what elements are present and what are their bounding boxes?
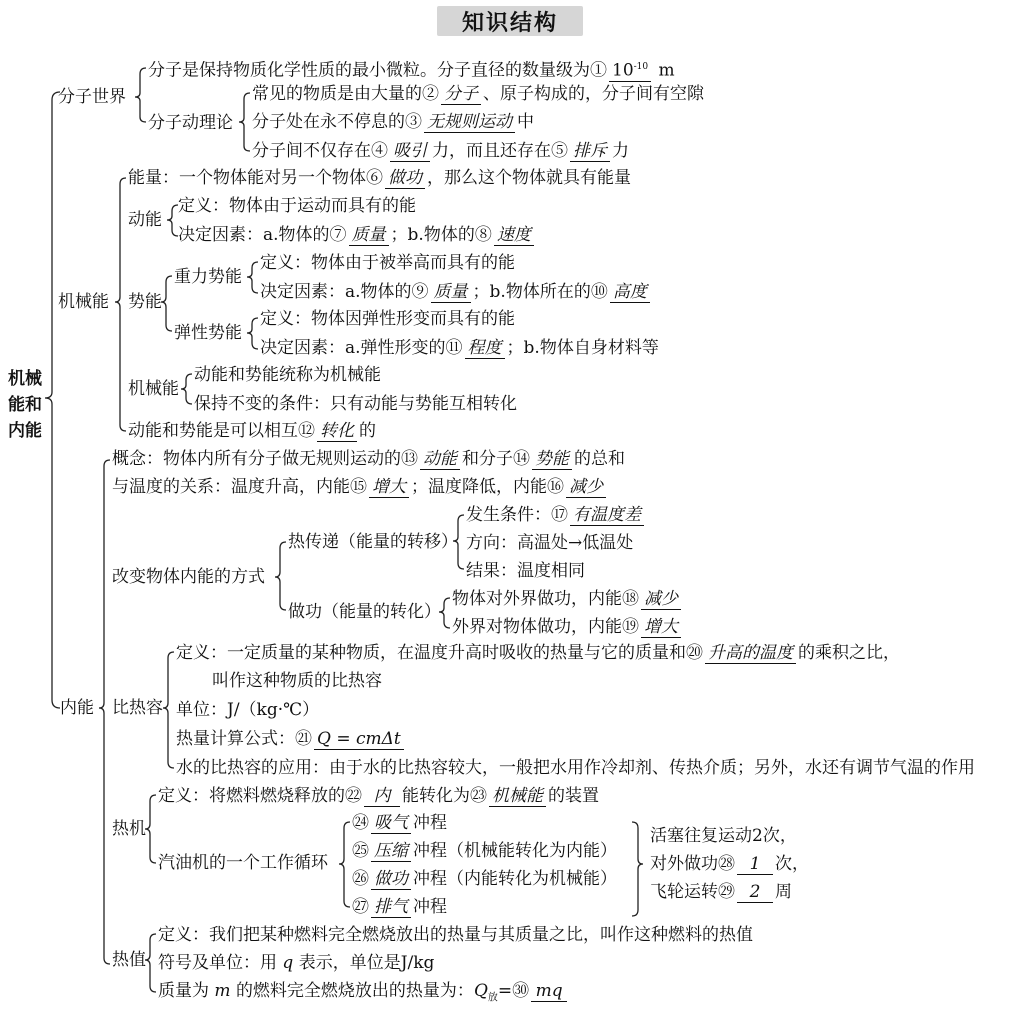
- answer-28: 1: [737, 854, 773, 875]
- answer-2: 分子: [441, 84, 481, 105]
- change-brace: [275, 542, 286, 610]
- ela-brace: [247, 318, 258, 349]
- kin-brace: [167, 205, 178, 236]
- stroke-3-num: ㉖: [352, 869, 369, 889]
- cycle-result-1: 活塞往复运动2次，: [650, 826, 797, 846]
- cycle-result-brace: [632, 822, 643, 916]
- answer-15: 增大: [369, 477, 409, 498]
- answer-19: 增大: [641, 617, 681, 638]
- concept-post: 的总和: [574, 449, 625, 469]
- grav-def: 定义：物体由于被举高而具有的能: [260, 253, 515, 273]
- fuel-def: 定义：我们把某种燃料完全燃烧放出的热量与其质量之比，叫作这种燃料的热值: [158, 925, 753, 945]
- fuel-label: 热值: [112, 950, 146, 970]
- answer-22: 内: [364, 786, 400, 807]
- kt1-pre: 常见的物质是由大量的②: [252, 84, 439, 104]
- temp-line: [112, 476, 608, 498]
- fuel-symbol: [158, 952, 434, 974]
- internal-label: 内能: [60, 698, 94, 718]
- fuel-sym-post: 表示，单位是J/kg: [298, 953, 435, 973]
- root-line-1: 机械: [8, 369, 42, 389]
- cycle-result-2: [650, 853, 809, 875]
- shc-formula-line: [176, 728, 406, 750]
- answer-6: 做功: [385, 168, 425, 189]
- engine-brace: [145, 795, 156, 863]
- heat-transfer-label: 热传递（能量的转移）: [288, 532, 458, 552]
- r3-post: 周: [775, 882, 792, 902]
- kin-fac-pre: 决定因素：a.物体的⑦: [178, 225, 347, 245]
- answer-27: 排气: [371, 897, 411, 918]
- grav-factors: [260, 281, 652, 303]
- kt3-post: 力: [612, 141, 629, 161]
- answer-18: 减少: [641, 589, 681, 610]
- ht-direction: 方向：高温处→低温处: [466, 533, 634, 553]
- r2-pre: 对外做功㉘: [650, 854, 735, 874]
- energy-pre: 能量：一个物体能对另一个物体⑥: [128, 168, 383, 188]
- stroke-4: [352, 896, 447, 918]
- ht-condition: [466, 504, 646, 526]
- eng-def-post: 的装置: [548, 786, 599, 806]
- shc-def-line2: 叫作这种物质的比热容: [212, 671, 382, 691]
- eng-def-pre: 定义：将燃料燃烧释放的㉒: [158, 786, 362, 806]
- stroke-3-post: 冲程（内能转化为机械能）: [413, 869, 617, 889]
- shc-def: [176, 642, 900, 664]
- r2-post: 次，: [775, 854, 809, 874]
- work-line-1: [452, 588, 683, 610]
- answer-29: 2: [737, 882, 773, 903]
- kt1-post: 、原子构成的，分子间有空隙: [483, 84, 704, 104]
- kt-brace: [239, 93, 250, 151]
- conv-pre: 动能和势能是可以相互⑫: [128, 421, 315, 441]
- fuel-heat-mid: 的燃料完全燃烧放出的热量为：: [235, 981, 474, 1001]
- fuel-sym-pre: 符号及单位：用: [158, 953, 277, 973]
- eng-def-mid: 能转化为㉓: [402, 786, 487, 806]
- shc-unit: 单位：J/（kg·℃）: [176, 700, 320, 720]
- conversion-line: [128, 420, 376, 442]
- stroke-4-post: 冲程: [413, 897, 447, 917]
- grav-label: 重力势能: [174, 267, 242, 287]
- answer-26: 做功: [371, 869, 411, 890]
- kt-line-3: [252, 140, 629, 162]
- r3-pre: 飞轮运转㉙: [650, 882, 735, 902]
- mol-world-label: 分子世界: [58, 87, 126, 107]
- fuel-heat-sub: 放: [487, 992, 498, 1004]
- internal-brace: [99, 460, 110, 964]
- kinetic-label: 动能: [128, 210, 162, 230]
- grav-fac-pre: 决定因素：a.物体的⑨: [260, 282, 429, 302]
- kt2-pre: 分子处在永不停息的③: [252, 112, 422, 132]
- energy-line: [128, 167, 631, 189]
- fuel-heat-m: m: [214, 981, 231, 1001]
- kin-fac-mid: ；b.物体的⑧: [390, 225, 492, 245]
- answer-13: 动能: [420, 449, 460, 470]
- answer-3: 无规则运动: [424, 112, 515, 133]
- kt3-mid: 力，而且还存在⑤: [432, 141, 568, 161]
- energy-post: ，那么这个物体就具有能量: [427, 168, 631, 188]
- mol-line-1: [148, 57, 675, 82]
- ela-def: 定义：物体因弹性形变而具有的能: [260, 309, 515, 329]
- work-label: 做功（能量的转化）: [288, 602, 441, 622]
- stroke-1-num: ㉔: [352, 813, 369, 833]
- potential-label: 势能: [128, 292, 162, 312]
- stroke-2-post: 冲程（机械能转化为内能）: [413, 841, 617, 861]
- kin-factors: [178, 224, 536, 246]
- concept-mid: 和分子⑭: [462, 449, 530, 469]
- kt-line-1: [252, 83, 704, 105]
- answer-4: 吸引: [390, 141, 430, 162]
- answer-24: 吸气: [371, 813, 411, 834]
- fuel-brace: [145, 934, 156, 992]
- mech-cons: 保持不变的条件：只有动能与势能互相转化: [194, 394, 517, 414]
- answer-23: 机械能: [489, 786, 546, 807]
- page-title: 知识结构: [437, 6, 583, 36]
- elastic-label: 弹性势能: [174, 323, 242, 343]
- answer-20: 升高的温度: [705, 643, 796, 664]
- root-line-3: 内能: [8, 421, 42, 441]
- answer-16: 减少: [566, 477, 606, 498]
- cycle-brace: [339, 822, 350, 907]
- kin-def: 定义：物体由于运动而具有的能: [178, 196, 416, 216]
- fuel-heat-q: Q: [473, 981, 488, 1001]
- kt2-post: 中: [517, 112, 534, 132]
- mech-inner-brace: [181, 374, 192, 404]
- stroke-3: [352, 868, 617, 890]
- shc-def-pre: 定义：一定质量的某种物质，在温度升高时吸收的热量与它的质量和⑳: [176, 643, 703, 663]
- fuel-heat-pre: 质量为: [158, 981, 209, 1001]
- answer-1-unit: m: [658, 60, 675, 81]
- ht-result: 结果：温度相同: [466, 561, 585, 581]
- work-line-2: [452, 616, 683, 638]
- cycle-result-3: [650, 881, 792, 903]
- answer-21: Q = cmΔt: [314, 729, 404, 750]
- ela-fac-pre: 决定因素：a.弹性形变的⑪: [260, 338, 463, 358]
- cycle-label: 汽油机的一个工作循环: [158, 853, 328, 873]
- ela-fac-post: ；b.物体自身材料等: [506, 338, 659, 358]
- fuel-heat: [158, 980, 569, 1009]
- root-topic: [8, 366, 48, 444]
- fuel-heat-eq: =㉚: [497, 981, 530, 1001]
- work1-pre: 物体对外界做功，内能⑱: [452, 589, 639, 609]
- stroke-1-post: 冲程: [413, 813, 447, 833]
- concept-pre: 概念：物体内所有分子做无规则运动的⑬: [112, 449, 418, 469]
- answer-25: 压缩: [371, 841, 411, 862]
- engine-label: 热机: [112, 819, 146, 839]
- answer-12: 转化: [317, 421, 357, 442]
- ht-cond-pre: 发生条件：⑰: [466, 505, 568, 525]
- shc-label: 比热容: [112, 698, 163, 718]
- mol-line-1-text: 分子是保持物质化学性质的最小微粒。分子直径的数量级为①: [148, 60, 607, 81]
- kinetic-theory-label: 分子动理论: [148, 113, 233, 133]
- answer-17: 有温度差: [570, 505, 644, 526]
- mech-label: 机械能: [58, 292, 109, 312]
- grav-brace: [247, 262, 258, 293]
- answer-30: mq: [531, 981, 567, 1002]
- mech-brace: [115, 178, 126, 431]
- answer-10: 高度: [610, 282, 650, 303]
- stroke-2: [352, 840, 617, 862]
- kt-line-2: [252, 111, 534, 133]
- shc-app: 水的比热容的应用：由于水的比热容较大，一般把水用作冷却剂、传热介质；另外，水还有调节气温的作用: [176, 758, 975, 778]
- temp-pre: 与温度的关系：温度升高，内能⑮: [112, 477, 367, 497]
- concept-line: [112, 448, 625, 470]
- answer-14: 势能: [532, 449, 572, 470]
- temp-mid: ；温度降低，内能⑯: [411, 477, 564, 497]
- change-label: 改变物体内能的方式: [112, 567, 265, 587]
- engine-def: [158, 785, 599, 807]
- mech-def: 动能和势能统称为机械能: [194, 365, 381, 385]
- conv-post: 的: [359, 421, 376, 441]
- answer-11: 程度: [465, 338, 505, 359]
- stroke-1: [352, 812, 447, 834]
- kt3-pre: 分子间不仅存在④: [252, 141, 388, 161]
- answer-8: 速度: [494, 225, 534, 246]
- ela-factors: [260, 337, 659, 359]
- shc-formula-pre: 热量计算公式：㉑: [176, 729, 312, 749]
- work2-pre: 外界对物体做功，内能⑲: [452, 617, 639, 637]
- answer-1-exp: -10: [633, 62, 649, 72]
- fuel-sym: q: [282, 953, 294, 973]
- grav-fac-mid: ；b.物体所在的⑩: [472, 282, 608, 302]
- stroke-4-num: ㉗: [352, 897, 369, 917]
- pot-brace: [161, 276, 172, 331]
- mech-inner-label: 机械能: [128, 379, 179, 399]
- mol-brace: [135, 68, 146, 122]
- answer-1-base: 10: [612, 60, 634, 81]
- answer-7: 质量: [349, 225, 389, 246]
- root-line-2: 能和: [8, 395, 42, 415]
- stroke-2-num: ㉕: [352, 841, 369, 861]
- answer-9: 质量: [431, 282, 471, 303]
- answer-5: 排斥: [570, 141, 610, 162]
- shc-def-post: 的乘积之比，: [798, 643, 900, 663]
- answer-1: [609, 57, 651, 82]
- shc-brace: [163, 652, 174, 768]
